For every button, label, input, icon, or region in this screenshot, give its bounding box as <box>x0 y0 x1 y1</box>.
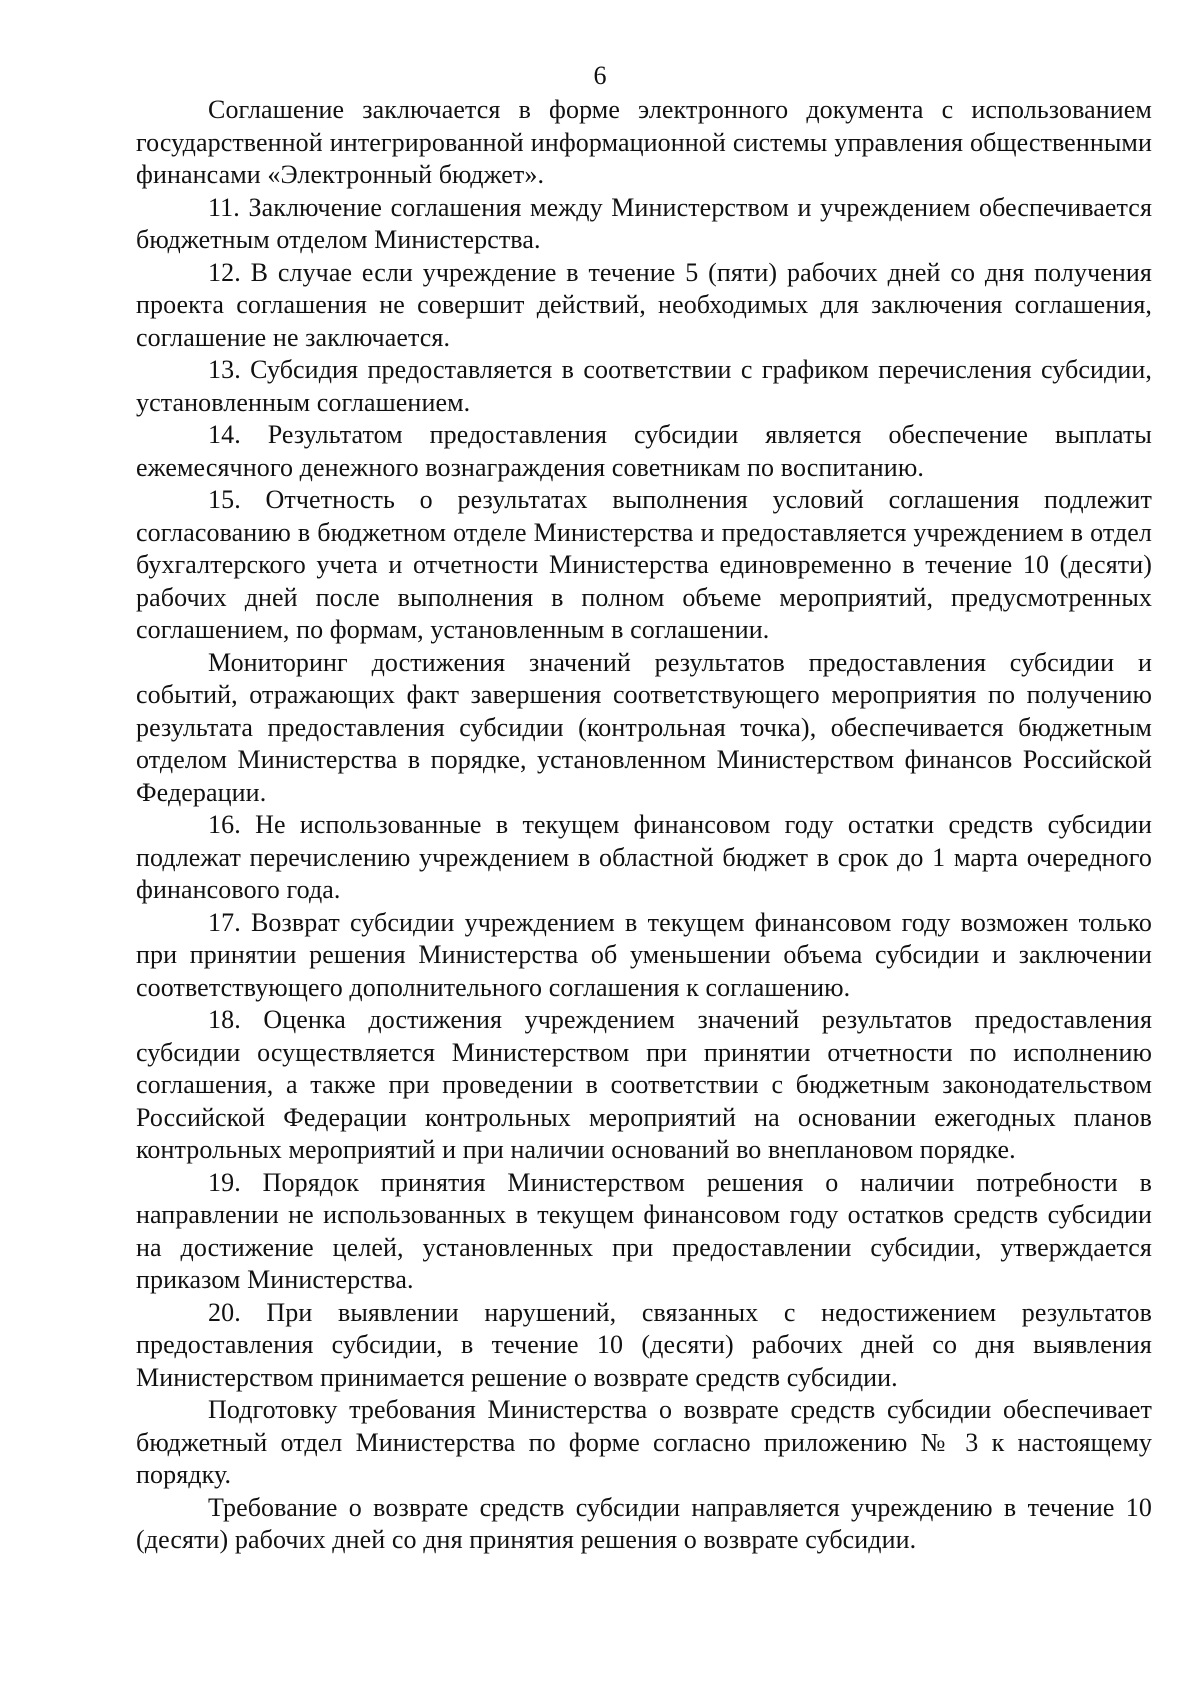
paragraph-17: 17. Возврат субсидии учреждением в текущем финансовом году возможен только при принятии решения Министерства об уменьшении объема субсидии и заключении соответствующего дополнительного соглашения к соглашению. <box>136 907 1152 1002</box>
paragraph-11: 11. Заключение соглашения между Министерством и учреждением обеспечивается бюджетным отделом Министерства. <box>136 192 1152 254</box>
paragraph-demand-sending: Требование о возврате средств субсидии направляется учреждению в течение 10 (десяти) рабочих дней со дня принятия решения о возврате субсидии. <box>136 1492 1152 1554</box>
paragraph-agreement-form: Соглашение заключается в форме электронного документа с использованием государственной интегрированной информационной системы управления общественными финансами «Электронный бюджет». <box>136 95 1152 189</box>
page-number: 6 <box>593 61 607 90</box>
paragraph-18: 18. Оценка достижения учреждением значений результатов предоставления субсидии осуществляется Министерством при принятии отчетности по исполнению соглашения, а также при проведении в соответствии с бюджетным законодательством Российской Федерации контрольных мероприятий на основании ежегодных планов контрольных мероприятий и при наличии оснований во внеплановом порядке. <box>136 1005 1152 1164</box>
paragraph-13: 13. Субсидия предоставляется в соответствии с графиком перечисления субсидии, установленным соглашением. <box>136 355 1152 417</box>
document-body <box>136 94 1152 1557</box>
paragraph-14: 14. Результатом предоставления субсидии является обеспечение выплаты ежемесячного денежного вознаграждения советникам по воспитанию. <box>136 420 1152 482</box>
paragraph-19: 19. Порядок принятия Министерством решения о наличии потребности в направлении не использованных в текущем финансовом году остатков средств субсидии на достижение целей, установленных при предоставлении субсидии, утверждается приказом Министерства. <box>136 1167 1152 1294</box>
paragraph-demand-preparation: Подготовку требования Министерства о возврате средств субсидии обеспечивает бюджетный отдел Министерства по форме согласно приложению № 3 к настоящему порядку. <box>136 1395 1152 1489</box>
paragraph-15: 15. Отчетность о результатах выполнения условий соглашения подлежит согласованию в бюджетном отделе Министерства и предоставляется учреждением в отдел бухгалтерского учета и отчетности Министерства единовременно в течение 10 (десяти) рабочих дней после выполнения в полном объеме мероприятий, предусмотренных соглашением, по формам, установленным в соглашении. <box>136 485 1152 644</box>
paragraph-20: 20. При выявлении нарушений, связанных с недостижением результатов предоставления субсидии, в течение 10 (десяти) рабочих дней со дня выявления Министерством принимается решение о возврате средств субсидии. <box>136 1297 1152 1392</box>
paragraph-16: 16. Не использованные в текущем финансовом году остатки средств субсидии подлежат перечислению учреждением в областной бюджет в срок до 1 марта очередного финансового года. <box>136 810 1152 904</box>
paragraph-12: 12. В случае если учреждение в течение 5 (пяти) рабочих дней со дня получения проекта соглашения не совершит действий, необходимых для заключения соглашения, соглашение не заключается. <box>136 257 1152 352</box>
paragraph-monitoring: Мониторинг достижения значений результатов предоставления субсидии и событий, отражающих факт завершения соответствующего мероприятия по получению результата предоставления субсидии (контрольная точка), обеспечивается бюджетным отделом Министерства в порядке, установленном Министерством финансов Российской Федерации. <box>136 647 1152 807</box>
